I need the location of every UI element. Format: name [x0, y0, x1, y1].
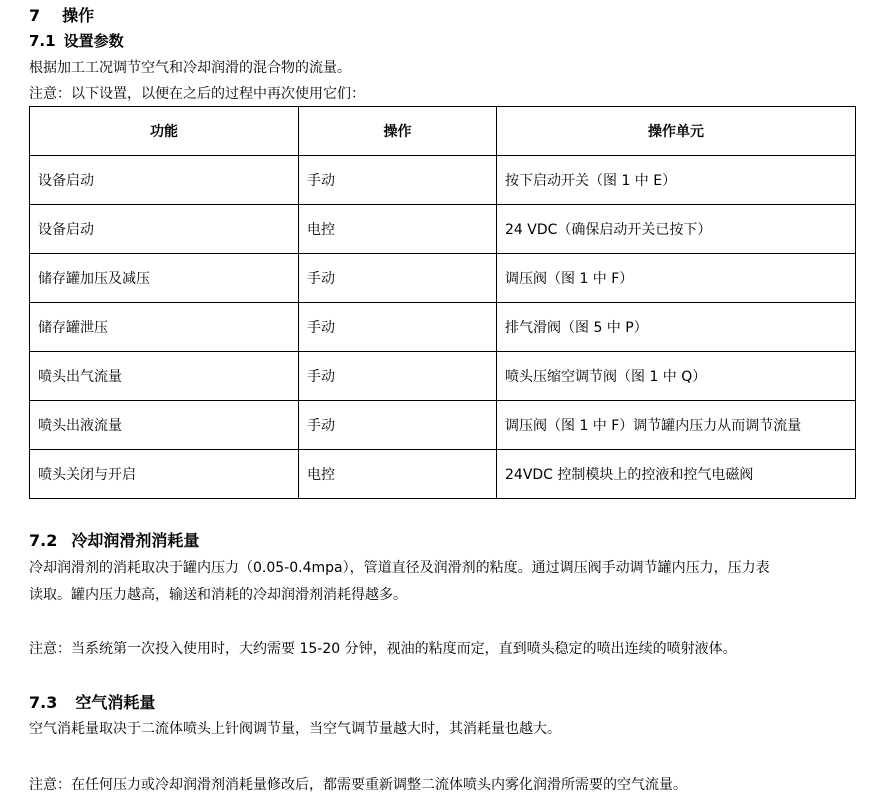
cell-unit: 按下启动开关（图 1 中 E） — [497, 156, 856, 205]
header-operation: 操作 — [299, 107, 497, 156]
cell-unit: 24VDC 控制模块上的控液和控气电磁阀 — [497, 450, 856, 499]
table-row — [30, 352, 856, 401]
section-number: 7.1 — [29, 32, 56, 50]
cell-function: 喷头出液流量 — [30, 401, 299, 450]
cell-operation: 电控 — [299, 450, 497, 499]
cell-unit: 24 VDC（确保启动开关已按下） — [497, 205, 856, 254]
table-row — [30, 205, 856, 254]
table-row — [30, 156, 856, 205]
cell-unit: 调压阀（图 1 中 F）调节罐内压力从而调节流量 — [497, 401, 856, 450]
cell-operation: 手动 — [299, 401, 497, 450]
section-7-2-paragraph-line1: 冷却润滑剂的消耗取决于罐内压力（0.05-0.4mpa），管道直径及润滑剂的粘度。通过调压阀手动调节罐内压力，压力表 — [29, 560, 770, 576]
cell-operation: 电控 — [299, 205, 497, 254]
section-title: 冷却润滑剂消耗量 — [71, 531, 200, 550]
cell-unit: 喷头压缩空调节阀（图 1 中 Q） — [497, 352, 856, 401]
section-number: 7.3 — [29, 693, 58, 712]
section-7-3-text: 空气消耗量取决于二流体喷头上针阀调节量，当空气调节量越大时，其消耗量也越大。 — [29, 721, 561, 737]
cell-operation: 手动 — [299, 352, 497, 401]
section-7-2-paragraph-line2: 读取。罐内压力越高，输送和消耗的冷却润滑剂消耗得越多。 — [29, 587, 407, 603]
section-7-1-text: 根据加工工况调节空气和冷却润滑的混合物的流量。 — [29, 60, 351, 76]
section-7-1-note: 注意：以下设置，以便在之后的过程中再次使用它们： — [29, 86, 365, 102]
cell-operation: 手动 — [299, 303, 497, 352]
table-row — [30, 401, 856, 450]
section-7-2-note: 注意：当系统第一次投入使用时，大约需要 15-20 分钟，视油的粘度而定，直到喷头稳定的喷出连续的喷射液体。 — [29, 641, 737, 657]
cell-function: 喷头关闭与开启 — [30, 450, 299, 499]
cell-unit: 排气滑阀（图 5 中 P） — [497, 303, 856, 352]
table-row — [30, 450, 856, 499]
cell-unit: 调压阀（图 1 中 F） — [497, 254, 856, 303]
header-operating-unit: 操作单元 — [497, 107, 856, 156]
section-7-3-heading — [29, 690, 155, 713]
section-title: 空气消耗量 — [75, 693, 156, 712]
header-function: 功能 — [30, 107, 299, 156]
section-7-heading — [29, 3, 94, 26]
section-7-1-heading — [29, 30, 124, 51]
section-7-2-heading — [29, 528, 199, 551]
cell-operation: 手动 — [299, 254, 497, 303]
cell-function: 储存罐泄压 — [30, 303, 299, 352]
cell-function: 设备启动 — [30, 205, 299, 254]
table-row — [30, 254, 856, 303]
section-title: 设置参数 — [63, 32, 124, 50]
operations-table — [29, 106, 856, 499]
cell-operation: 手动 — [299, 156, 497, 205]
cell-function: 储存罐加压及减压 — [30, 254, 299, 303]
table-header-row — [30, 107, 856, 156]
cell-function: 喷头出气流量 — [30, 352, 299, 401]
section-number: 7.2 — [29, 531, 58, 550]
table-row — [30, 303, 856, 352]
section-7-3-note: 注意：在任何压力或冷却润滑剂消耗量修改后，都需要重新调整二流体喷头内雾化润滑所需要的空气流量。 — [29, 777, 687, 793]
cell-function: 设备启动 — [30, 156, 299, 205]
section-title: 操作 — [62, 6, 95, 25]
section-number: 7 — [29, 6, 41, 25]
